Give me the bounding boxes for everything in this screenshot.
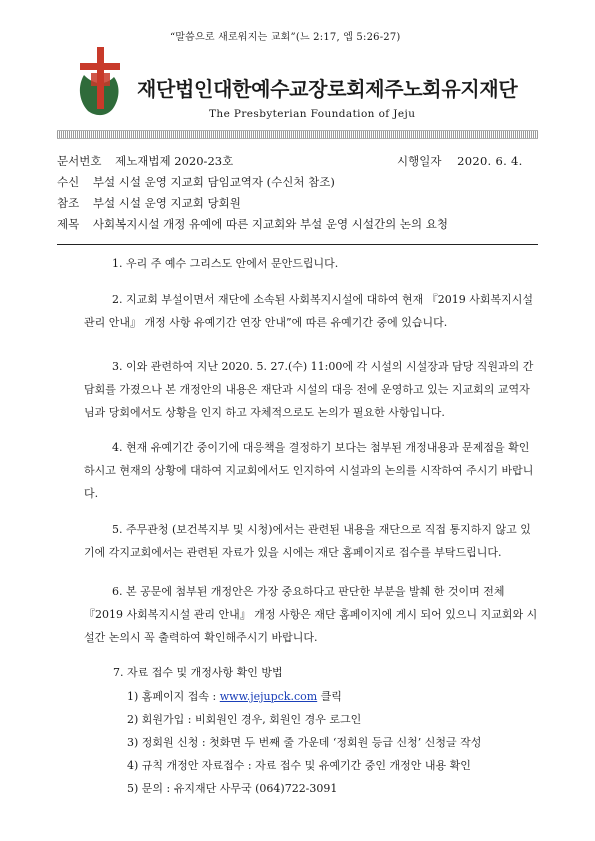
list-item-text: 1) 홈페이지 접속 :: [127, 690, 220, 703]
list-item: [127, 688, 342, 704]
list-item: 2) 회원가입 : 비회원인 경우, 회원인 경우 로그인: [127, 713, 362, 726]
recipient: 부설 시설 운영 지교회 담임교역자 (수신처 참조): [92, 175, 335, 189]
paragraph-4: 4. 현재 유예기간 중이기에 대응책을 결정하기 보다는 첨부된 개정내용과 문제점을 확인하시고 현재의 상황에 대하여 지교회에서도 인지하여 시설과의 논의를 시작하여 주시기 바랍니다.: [84, 441, 534, 500]
recipient-row: [57, 174, 335, 190]
list-item: 5) 문의 : 유지재단 사무국 (064)722-3091: [127, 782, 338, 795]
section-7-title: 7. 자료 접수 및 개정사항 확인 방법: [113, 666, 283, 679]
homepage-link[interactable]: www.jejupck.com: [219, 690, 318, 703]
reference-label: 참조: [57, 196, 80, 210]
issue-date-label: 시행일자: [397, 154, 442, 168]
issue-date: 2020. 6. 4.: [457, 154, 523, 168]
motto: “말씀으로 새로워지는 교회”(느 2:17, 엡 5:26-27): [170, 32, 401, 43]
reference-row: [57, 195, 241, 211]
subject-row: [57, 216, 448, 232]
org-name-korean: 재단법인대한예수교장로회제주노회유지재단: [137, 77, 518, 101]
paragraph-3: 3. 이와 관련하여 지난 2020. 5. 27.(수) 11:00에 각 시설의 시설장과 담당 직원과의 간담회를 가졌으나 본 개정안의 내용은 재단과 시설의 대응 전에 운영하고 있는 지교회의 교역자님과 당회에서도 상황을 인지 하고 자체적으로도 논의가 필요한 사항입니다.: [84, 360, 534, 419]
paragraph-5: 5. 주무관청 (보건복지부 및 시청)에서는 관련된 내용을 재단으로 직접 통지하지 않고 있기에 각지교회에서는 관련된 자료가 있을 시에는 재단 홈페이지로 접수를 부탁드립니다.: [84, 523, 531, 559]
doc-number-row: [57, 153, 233, 169]
reference: 부설 시설 운영 지교회 당회원: [92, 196, 241, 210]
paragraph-2: 2. 지교회 부설이면서 재단에 소속된 사회복지시설에 대하여 현재 『2019 사회복지시설 관리 안내』 개정 사항 유예기간 연장 안내”에 따른 유예기간 중에 있습니다.: [84, 293, 533, 329]
org-name-english: The Presbyterian Foundation of Jeju: [209, 108, 416, 120]
paragraph-1: 1. 우리 주 예수 그리스도 안에서 문안드립니다.: [112, 257, 339, 270]
subject-label: 제목: [57, 217, 80, 231]
cross-logo-icon: [74, 45, 126, 119]
issue-date-row: [397, 153, 523, 169]
doc-number-label: 문서번호: [57, 154, 102, 168]
list-item: 4) 규칙 개정안 자료접수 : 자료 접수 및 유예기간 중인 개정안 내용 확인: [127, 759, 471, 772]
recipient-label: 수신: [57, 175, 80, 189]
doc-number: 제노재법제 2020-23호: [115, 154, 234, 168]
list-item: 3) 정회원 신청 : 첫화면 두 번째 줄 가운데 ‘정회원 등급 신청’ 신청글 작성: [127, 736, 482, 749]
paragraph-6: 6. 본 공문에 첨부된 개정안은 가장 중요하다고 판단한 부분을 발췌 한 것이며 전체 『2019 사회복지시설 관리 안내』 개정 사항은 재단 홈페이지에 게시 되어 있으니 지교회와 시설간 논의시 꼭 출력하여 확인해주시기 바랍니다.: [84, 585, 538, 644]
list-item-suffix: 클릭: [317, 690, 342, 703]
subject: 사회복지시설 개정 유예에 따른 지교회와 부설 운영 시설간의 논의 요청: [92, 217, 448, 231]
header-divider: [57, 130, 538, 139]
header-rule: [57, 244, 538, 245]
